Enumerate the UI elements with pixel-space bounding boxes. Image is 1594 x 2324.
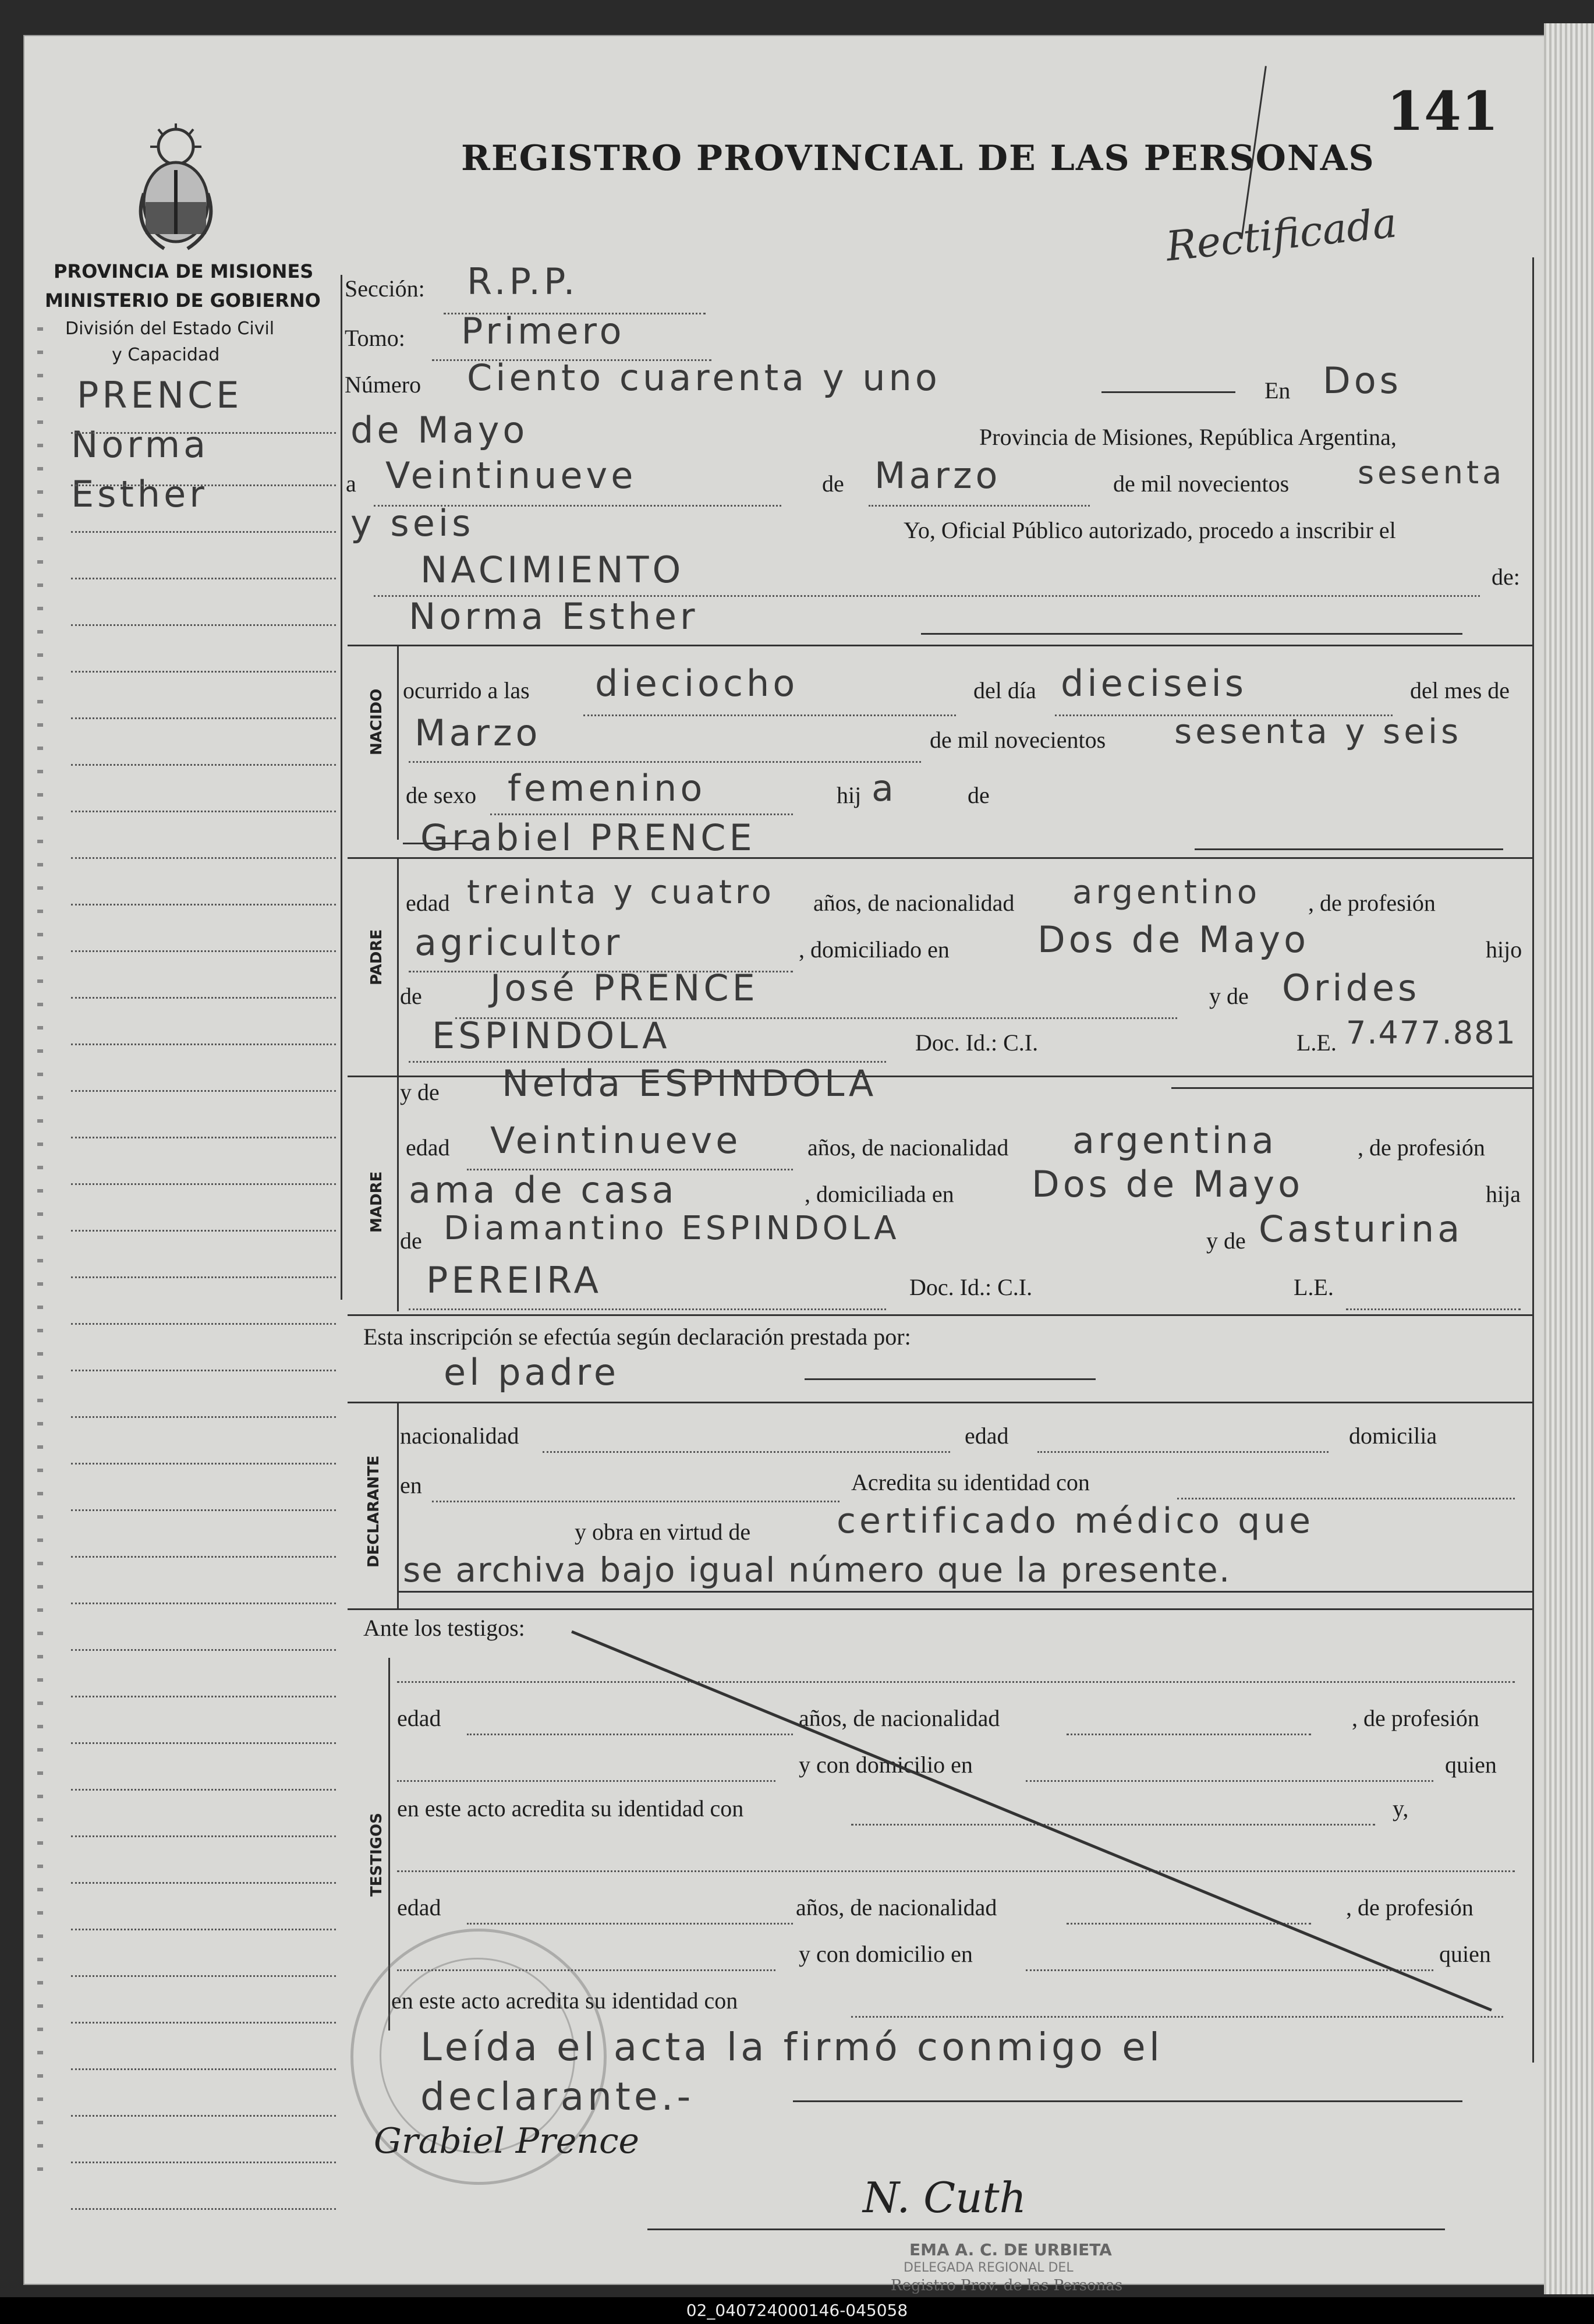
margin-surname: PRENCE: [77, 374, 243, 416]
deldia-label: del día: [973, 677, 1036, 703]
declarante-domicilia-label: domicilia: [1349, 1423, 1437, 1449]
agency-line-4: y Capacidad: [112, 345, 220, 365]
de-colon-label: de:: [1492, 564, 1520, 590]
testigo2-quien-label: quien: [1439, 1941, 1491, 1967]
stamp-line-1: EMA A. C. DE URBIETA: [909, 2240, 1112, 2259]
declarant-signature: Grabiel Prence: [374, 2121, 640, 2162]
padre-profesion-value: agricultor: [415, 921, 624, 964]
madre-madre-name: Casturina: [1259, 1208, 1464, 1250]
testigo2-profesion-label: , de profesión: [1346, 1894, 1473, 1920]
hour-value: dieciocho: [595, 662, 799, 705]
testigo1-y-label: y,: [1393, 1795, 1409, 1821]
padre-doc-label: Doc. Id.: C.I.: [915, 1030, 1039, 1056]
mil-label: de mil novecientos: [1113, 471, 1290, 497]
madre-le-label: L.E.: [1294, 1274, 1334, 1300]
document-page: [23, 35, 1545, 2285]
nacido-day-value: dieciseis: [1061, 662, 1248, 705]
tomo-value: Primero: [461, 310, 625, 352]
madre-doc-label: Doc. Id.: C.I.: [909, 1274, 1033, 1300]
declarante-obra-value-2: se archiva bajo igual número que la presente.: [403, 1550, 1231, 1590]
hijo-label: hijo: [1486, 936, 1522, 963]
section-nacido: NACIDO: [368, 688, 385, 755]
hij-value: a: [872, 767, 897, 809]
padre-nac-value: argentino: [1072, 873, 1261, 911]
official-signature: N. Cuth: [863, 2173, 1026, 2222]
en-label: En: [1264, 377, 1291, 404]
de-label: de: [822, 471, 844, 497]
declarante-intro: Esta inscripción se efectúa según declaración prestada por:: [363, 1324, 911, 1350]
month-value: Marzo: [874, 454, 1001, 497]
a-label: a: [346, 471, 356, 497]
padre-domic-label: , domiciliado en: [799, 936, 950, 963]
testigo1-domicilio-label: y con domicilio en: [799, 1752, 973, 1778]
document-title: REGISTRO PROVINCIAL DE LAS PERSONAS: [461, 138, 1375, 179]
declarante-nac-label: nacionalidad: [400, 1423, 519, 1449]
nacido-mil-label: de mil novecientos: [930, 727, 1106, 753]
madre-yde-label: y de: [400, 1079, 440, 1105]
padre-domic-value: Dos de Mayo: [1037, 918, 1310, 961]
madre-domic-label: , domiciliada en: [805, 1181, 954, 1207]
child-name: Norma Esther: [409, 595, 699, 638]
nacido-year-value: sesenta y seis: [1174, 712, 1462, 751]
testigos-intro: Ante los testigos:: [363, 1615, 525, 1641]
padre-madre-name: Orides: [1282, 967, 1421, 1009]
testigo1-profesion-label: , de profesión: [1352, 1705, 1479, 1731]
oficial-text: Yo, Oficial Público autorizado, procedo a inscribir el: [904, 517, 1396, 543]
page-number: 141: [1387, 80, 1499, 143]
section-madre: MADRE: [368, 1171, 385, 1233]
padre-profesion-label: , de profesión: [1308, 890, 1436, 916]
testigo2-anos-label: años, de nacionalidad: [796, 1894, 997, 1920]
sexo-label: de sexo: [406, 782, 477, 808]
declarante-obra-value-1: certificado médico que: [837, 1501, 1315, 1541]
madre-profesion-label: , de profesión: [1358, 1134, 1485, 1161]
margin-first-name: Norma: [71, 423, 210, 466]
stamp-line-2: DELEGADA REGIONAL DEL: [904, 2261, 1074, 2275]
declarante-acredita-label: Acredita su identidad con: [851, 1469, 1090, 1495]
agency-line-2: MINISTERIO DE GOBIERNO: [45, 289, 321, 312]
footer-code: 02_040724000146-045058: [0, 2297, 1594, 2324]
padre-apellido: ESPINDOLA: [432, 1014, 671, 1057]
day-value: Veintinueve: [385, 454, 637, 497]
delmes-label: del mes de: [1410, 677, 1510, 703]
testigo1-quien-label: quien: [1445, 1752, 1497, 1778]
closing-line-1: Leída el acta la firmó conmigo el: [420, 2025, 1164, 2070]
section-padre: PADRE: [368, 929, 385, 985]
madre-domic-value: Dos de Mayo: [1032, 1163, 1304, 1205]
testigo2-acredita-label: en este acto acredita su identidad con: [391, 1987, 738, 2014]
year-value-2: y seis: [350, 502, 474, 544]
margin-second-name: Esther: [71, 473, 208, 515]
declarante-value: el padre: [444, 1351, 620, 1393]
madre-anos-label: años, de nacionalidad: [807, 1134, 1009, 1161]
tomo-label: Tomo:: [345, 325, 405, 351]
madre-profesion-value: ama de casa: [409, 1169, 678, 1211]
padre-edad-label: edad: [406, 890, 450, 916]
stamp-line-3: Registro Prov. de las Personas: [891, 2277, 1123, 2294]
agency-line-3: División del Estado Civil: [65, 319, 275, 339]
year-value-1: sesenta: [1358, 454, 1506, 491]
padre-yde-label: y de: [1209, 983, 1249, 1009]
page-stack-edge: [1544, 23, 1594, 2294]
madre-edad-value: Veintinueve: [490, 1119, 742, 1162]
nacido-de-label: de: [968, 782, 990, 808]
padre-le-value: 7.477.881: [1346, 1014, 1517, 1051]
testigo2-domicilio-label: y con domicilio en: [799, 1941, 973, 1967]
place-value: de Mayo: [350, 409, 529, 451]
madre-name: Nelda ESPINDOLA: [502, 1062, 877, 1105]
nacido-month-value: Marzo: [415, 712, 541, 754]
hij-label: hij: [837, 782, 862, 808]
agency-line-1: PROVINCIA DE MISIONES: [54, 260, 314, 282]
cancellation-stroke: [24, 36, 1544, 2284]
en-value: Dos: [1323, 359, 1402, 402]
section-declarante: DECLARANTE: [365, 1455, 382, 1568]
act-type: NACIMIENTO: [420, 549, 685, 591]
declarante-obra-label: y obra en virtud de: [575, 1519, 751, 1545]
province-text: Provincia de Misiones, República Argentina,: [979, 424, 1397, 450]
madre-nac-value: argentina: [1072, 1119, 1278, 1162]
hija-label: hija: [1486, 1181, 1521, 1207]
father-name: Grabiel PRENCE: [420, 816, 756, 859]
margin-annotation: Rectificada: [1163, 199, 1400, 271]
madre-yde2-label: y de: [1206, 1228, 1246, 1254]
ocurrido-label: ocurrido a las: [403, 677, 530, 703]
madre-apellido: PEREIRA: [426, 1259, 603, 1301]
seccion-label: Sección:: [345, 275, 425, 302]
declarante-edad-label: edad: [965, 1423, 1009, 1449]
padre-edad-value: treinta y cuatro: [467, 873, 775, 911]
seccion-value: R.P.P.: [467, 260, 579, 303]
padre-le-label: L.E.: [1297, 1030, 1337, 1056]
closing-line-2: declarante.-: [420, 2074, 695, 2119]
padre-padre-name: José PRENCE: [490, 967, 759, 1009]
section-testigos: TESTIGOS: [368, 1813, 385, 1897]
numero-value: Ciento cuarenta y uno: [467, 356, 941, 399]
padre-de-label: de: [400, 983, 422, 1009]
testigo1-acredita-label: en este acto acredita su identidad con: [397, 1795, 744, 1821]
testigo1-edad-label: edad: [397, 1705, 441, 1731]
sexo-value: femenino: [508, 767, 706, 809]
declarante-en-label: en: [400, 1472, 422, 1498]
testigo2-edad-label: edad: [397, 1894, 441, 1920]
padre-anos-label: años, de nacionalidad: [813, 890, 1015, 916]
madre-edad-label: edad: [406, 1134, 450, 1161]
numero-label: Número: [345, 372, 421, 398]
testigo1-anos-label: años, de nacionalidad: [799, 1705, 1000, 1731]
madre-padre-name: Diamantino ESPINDOLA: [444, 1209, 900, 1247]
madre-de-label: de: [400, 1228, 422, 1254]
